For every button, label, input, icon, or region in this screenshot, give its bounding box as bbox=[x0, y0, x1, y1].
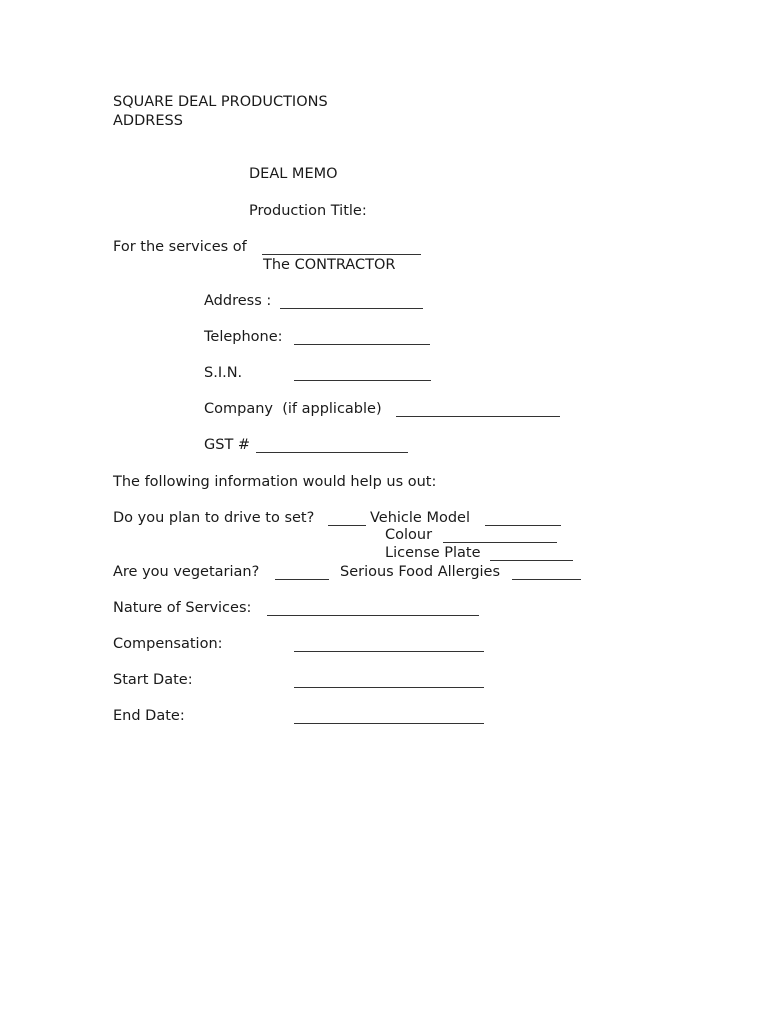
vegetarian-label: Are you vegetarian? bbox=[113, 564, 260, 580]
end-date-field[interactable] bbox=[294, 723, 484, 724]
colour-label: Colour bbox=[385, 527, 433, 543]
address-field[interactable] bbox=[280, 308, 423, 309]
allergies-label: Serious Food Allergies bbox=[340, 564, 501, 580]
nature-of-services-field[interactable] bbox=[267, 615, 479, 616]
allergies-field[interactable] bbox=[512, 579, 581, 580]
compensation-field[interactable] bbox=[294, 651, 484, 652]
contractor-caption: The CONTRACTOR bbox=[263, 257, 396, 273]
end-date-label: End Date: bbox=[113, 708, 185, 724]
vegetarian-field[interactable] bbox=[275, 579, 329, 580]
start-date-field[interactable] bbox=[294, 687, 484, 688]
company-label: Company (if applicable) bbox=[204, 401, 382, 417]
telephone-field[interactable] bbox=[294, 344, 430, 345]
license-plate-label: License Plate bbox=[385, 545, 481, 561]
drive-label: Do you plan to drive to set? bbox=[113, 510, 315, 526]
drive-field[interactable] bbox=[328, 525, 366, 526]
compensation-label: Compensation: bbox=[113, 636, 223, 652]
telephone-label: Telephone: bbox=[204, 329, 283, 345]
nature-of-services-label: Nature of Services: bbox=[113, 600, 252, 616]
sin-label: S.I.N. bbox=[204, 365, 243, 381]
colour-field[interactable] bbox=[443, 542, 557, 543]
services-label: For the services of bbox=[113, 239, 247, 255]
license-plate-field[interactable] bbox=[490, 560, 573, 561]
vehicle-model-field[interactable] bbox=[485, 525, 561, 526]
vehicle-model-label: Vehicle Model bbox=[370, 510, 470, 526]
gst-label: GST # bbox=[204, 437, 251, 453]
start-date-label: Start Date: bbox=[113, 672, 193, 688]
contractor-name-field[interactable] bbox=[262, 254, 421, 255]
company-field[interactable] bbox=[396, 416, 560, 417]
info-intro: The following information would help us out: bbox=[113, 474, 437, 490]
address-label: Address : bbox=[204, 293, 272, 309]
gst-field[interactable] bbox=[256, 452, 408, 453]
production-title-label: Production Title: bbox=[249, 203, 367, 219]
document-title: DEAL MEMO bbox=[249, 166, 338, 182]
company-name: SQUARE DEAL PRODUCTIONS bbox=[113, 94, 328, 110]
company-address: ADDRESS bbox=[113, 113, 183, 129]
sin-field[interactable] bbox=[294, 380, 431, 381]
